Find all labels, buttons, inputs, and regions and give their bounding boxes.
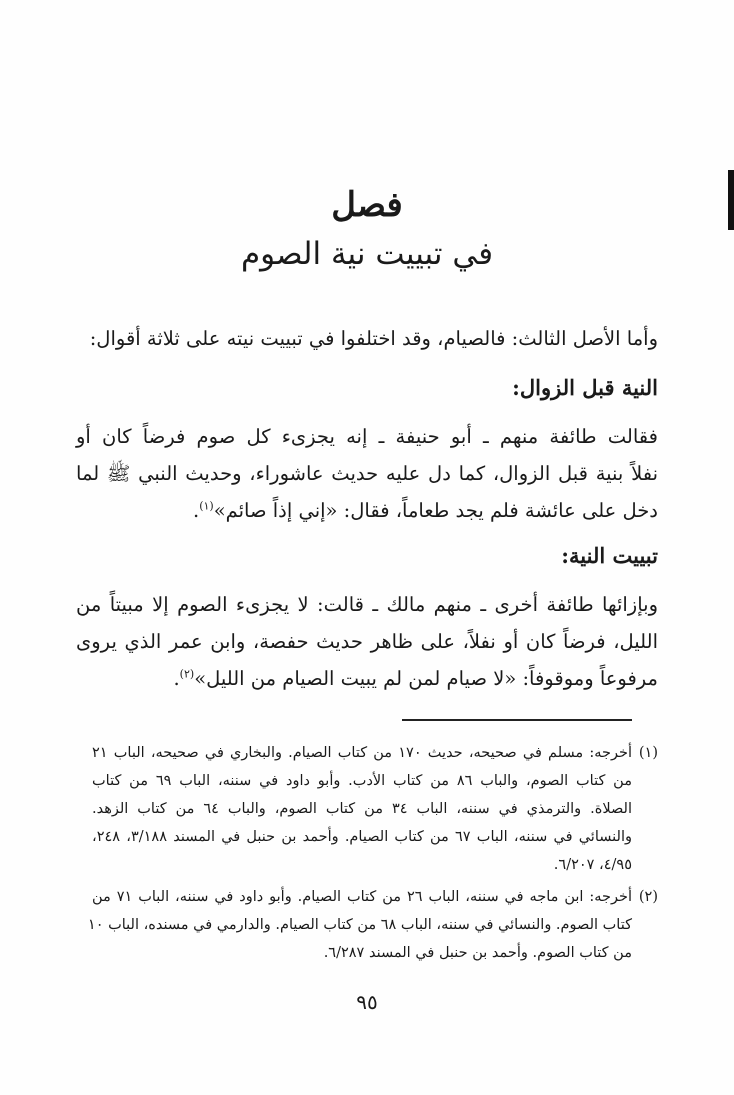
paragraph-line: الليل، فرضاً كان أو نفلاً، على ظاهر حديث حفصة، وابن عمر الذي يروى [76, 630, 658, 653]
paragraph-last-line [76, 496, 658, 526]
intro-paragraph: وأما الأصل الثالث: فالصيام، وقد اختلفوا في تبييت نيته على ثلاثة أقوال: [89, 327, 658, 350]
footnote-number: (١) [638, 745, 658, 761]
paragraph-line: نفلاً بنية قبل الزوال، كما دل عليه حديث عاشوراء، وحديث النبي ﷺ لما [76, 462, 658, 485]
footnote-line: كتاب الصوم. والنسائي في سننه، الباب ٦٨ من كتاب الصيام. والدارمي في مسنده، الباب ١٠ [87, 917, 632, 933]
section-heading-before-noon: النية قبل الزوال: [512, 375, 658, 400]
footnote-line: أخرجه: ابن ماجه في سننه، الباب ٢٦ من كتاب الصيام. وأبو داود في سننه، الباب ٧١ من [92, 889, 632, 905]
footnote-ref: (٢) [179, 667, 195, 681]
footnote-number: (٢) [638, 889, 658, 905]
page-number: ٩٥ [356, 990, 378, 1014]
paragraph-text: مرفوعاً وموقوفاً: «لا صيام لمن لم يبيت الصيام من الليل» [194, 667, 658, 690]
footnote-line: أخرجه: مسلم في صحيحه، حديث ١٧٠ من كتاب الصيام. والبخاري في صحيحه، الباب ٢١ [92, 745, 632, 761]
footnote-line: والنسائي في سننه، الباب ٦٧ من كتاب الصيام. وأحمد بن حنبل في المسند ٣/١٨٨، ٢٤٨، [92, 829, 633, 845]
footnote-ref: (١) [199, 499, 214, 513]
chapter-title: فصل [331, 185, 403, 225]
paragraph-text: دخل على عائشة فلم يجد طعاماً، فقال: «إني إذاً صائم» [213, 499, 658, 522]
footnote-line: من كتاب الصوم، والباب ٨٦ من كتاب الأدب. وأبو داود في سننه، الباب ٦٩ من كتاب [92, 773, 632, 789]
footnote-line: الصلاة. والترمذي في سننه، الباب ٣٤ من كتاب الصوم، والباب ٦٤ من كتاب الزهد. [92, 801, 632, 817]
paragraph-last-line [76, 664, 658, 694]
section-heading-overnight-intention: تبييت النية: [561, 543, 658, 568]
end-mark: . [192, 499, 200, 522]
paragraph-line: فقالت طائفة منهم ـ أبو حنيفة ـ إنه يجزىء كل صوم فرضاً كان أو [76, 425, 658, 448]
footnote-line: ٤/٩٥، ٦/٢٠٧. [553, 857, 632, 873]
end-mark: . [173, 667, 180, 690]
footnote-separator [402, 719, 632, 721]
chapter-subtitle: في تبييت نية الصوم [240, 236, 494, 272]
paragraph-line: وبإزائها طائفة أخرى ـ منهم مالك ـ قالت: لا يجزىء الصوم إلا مبيتاً من [76, 593, 658, 616]
footnote-line: من كتاب الصوم. وأحمد بن حنبل في المسند ٦/٢٨٧. [323, 945, 632, 961]
